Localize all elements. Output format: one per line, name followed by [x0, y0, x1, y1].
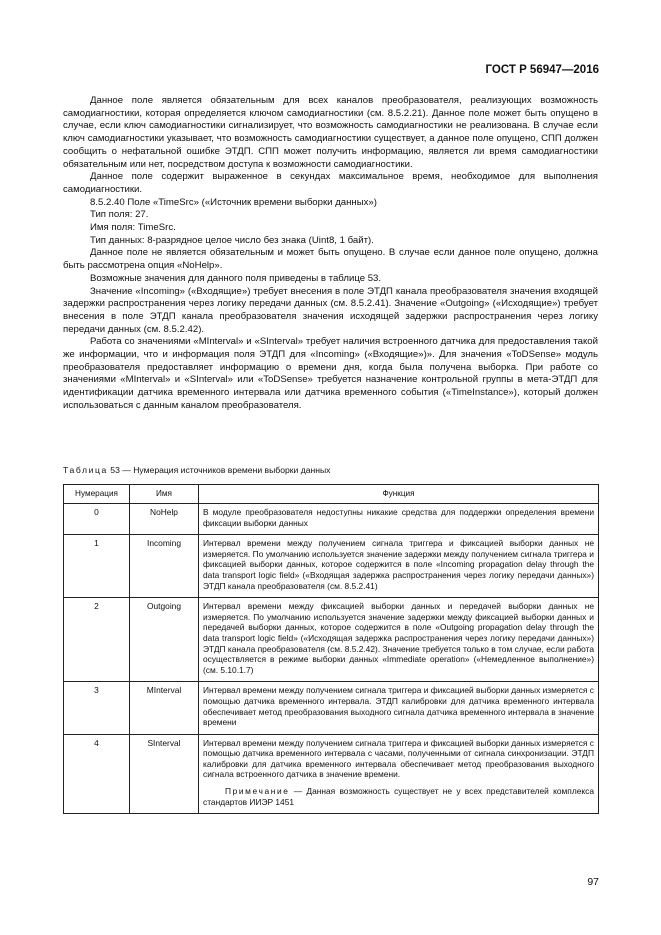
time-source-table: [63, 484, 599, 814]
page-number: 97: [587, 876, 599, 888]
paragraph: Тип данных: 8-разрядное целое число без знака (Uint8, 1 байт).: [90, 234, 374, 246]
table-row: [64, 682, 599, 734]
cell-name: SInterval: [130, 734, 199, 814]
cell-name: Outgoing: [130, 598, 199, 682]
paragraph: Данное поле не является обязательным и может быть опущено. В случае если данное поле опущено, должна быть рассмотрена опция «NoHelp».: [63, 247, 598, 272]
standard-header: ГОСТ Р 56947—2016: [485, 64, 599, 76]
cell-function-text: Интервал времени между получением сигнала триггера и фиксацией выборки данных измеряется с помощью датчика временного интервала с часами, полученными от сигнала синхронизации. ЭТДП калибровки для датчика временного интервала обеспечивает метод преобразования выходного сигнала встроенного датчика в значение времени.: [203, 737, 594, 780]
cell-number: 0: [64, 504, 130, 535]
table-row: [64, 598, 599, 682]
cell-function: В модуле преобразователя недоступны никакие средства для поддержки определения времени фиксации выборки данных: [199, 504, 599, 535]
table-caption: [63, 465, 330, 475]
cell-name: MInterval: [130, 682, 199, 734]
cell-number: 1: [64, 535, 130, 598]
cell-name: Incoming: [130, 535, 199, 598]
cell-name: NoHelp: [130, 504, 199, 535]
cell-function: Интервал времени между фиксацией выборки данных и передачей выборки данных не измеряется. По умолчанию используется значение задержки между фиксацией выборки данных и передачей выборки данных, которое содержится в поле «Outgoing propagation delay through the data transport logic field» («Исходящая задержка распространения через логику передачи данных») ЭТДП канала преобразователя (см. 8.5.2.42). Значение требуется только в том случае, если работа осуществляется в режиме выборки данных «Immediate operation» («Немедленное выполнение») (см. 5.10.1.7): [199, 598, 599, 682]
cell-number: 3: [64, 682, 130, 734]
paragraph: Работа со значениями «MInterval» и «SInterval» требует наличия встроенного датчика для предоставления такой же информации, что и информация поля ЭТДП для «Incoming» («Входящие»)». Для значения «ToDSense» модуль преобразователя предоставляет информацию о времени дня, когда была получена выборка. При работе со значениями «MInterval» и «SInterval» или «ToDSense» требуется назначение контрольной группы в мета-ЭТДП для идентификации датчика временного интервала или датчика временного события («TimeInstance»), который должен использоваться с данным каналом преобразователя.: [63, 336, 598, 411]
paragraph: Данное поле является обязательным для всех каналов преобразователя, реализующих возможность самодиагностики, которая определяется ключом самодиагностики (см. 8.5.2.21). Данное поле может быть опущено в случае, если ключ самодиагностики сигнализирует, что возможность самодиагностики не реализована. В случае если ключ самодиагностики указывает, что возможность самодиагностики существует, а данное поле опущено, СПП должен сообщить о нефатальной ошибке ЭТДП. СПП может получить информацию, является ли время самодиагностики обязательным или нет, посредством доступа к возможности самодиагностики.: [63, 95, 598, 170]
cell-function: [199, 734, 599, 814]
table-note: [203, 786, 594, 807]
body-text: [63, 95, 598, 413]
table-row: [64, 734, 599, 814]
note-text: — Данная возможность существует не у всех представителей комплекса стандартов ИИЭР 1451: [203, 786, 594, 807]
paragraph: Возможные значения для данного поля приведены в таблице 53.: [90, 272, 382, 284]
paragraph: Данное поле содержит выраженное в секундах максимальное время, необходимое для выполнения самодиагностики.: [63, 171, 598, 195]
table-row: [64, 535, 599, 598]
header-name: Имя: [130, 485, 199, 504]
paragraph: Тип поля: 27.: [90, 209, 149, 221]
table-header-row: [64, 485, 599, 504]
note-prefix: Примечание: [225, 786, 290, 797]
cell-number: 4: [64, 734, 130, 814]
paragraph: Имя поля: TimeSrc.: [90, 222, 176, 234]
header-number: Нумерация: [64, 485, 130, 504]
table-caption-text: 53 — Нумерация источников времени выборки данных: [107, 465, 331, 475]
cell-function: Интервал времени между получением сигнала триггера и фиксацией выборки данных не измеряется. По умолчанию используется значение задержки между получением сигнала триггера и фиксацией выборки данных, которое содержится в поле «Incoming propagation delay through the data transport logic field» («Входящая задержка распространения через логику передачи данных») ЭТДП канала преобразователя (см. 8.5.2.41): [199, 535, 599, 598]
table-row: [64, 504, 599, 535]
cell-number: 2: [64, 598, 130, 682]
section-heading: 8.5.2.40 Поле «TimeSrc» («Источник времени выборки данных»): [90, 196, 377, 208]
table-caption-prefix: Таблица: [63, 465, 108, 475]
paragraph: Значение «Incoming» («Входящие») требует внесения в поле ЭТДП канала преобразователя значения входящей задержки распространения через логику передачи данных (см. 8.5.2.41). Значение «Outgoing» («Исходящие») требует внесения в поле ЭТДП канала преобразователя значения исходящей задержки распространения через логику передачи данных (см. 8.5.2.42).: [63, 285, 598, 335]
cell-function: Интервал времени между получением сигнала триггера и фиксацией выборки данных измеряется с помощью датчика временного интервала. ЭТДП калибровки для датчика временного интервала обеспечивает метод преобразования выходного сигнала датчика временного интервала в значение времени: [199, 682, 599, 734]
header-function: Функция: [199, 485, 599, 504]
